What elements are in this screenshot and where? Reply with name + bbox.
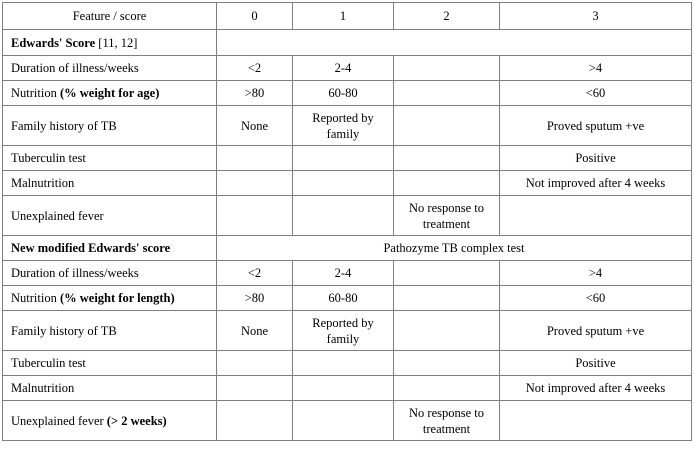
score-2-line-2: treatment [422,216,471,231]
table-row [3,311,692,351]
feature-text: Nutrition [11,291,60,305]
score-1-cell [293,171,394,196]
score-1-cell: 60-80 [293,81,394,106]
header-score-2: 2 [394,3,500,30]
score-2-cell [394,106,500,146]
edwards-score-table [2,2,692,441]
score-2-cell [394,196,500,236]
score-1-cell [293,376,394,401]
score-2-cell [394,286,500,311]
score-0-cell [217,351,293,376]
score-3-cell: Positive [500,146,692,171]
score-1-cell: 2-4 [293,261,394,286]
feature-cell: Duration of illness/weeks [3,56,217,81]
feature-cell: Family history of TB [3,106,217,146]
feature-cell: Tuberculin test [3,351,217,376]
section-title-edwards [3,30,217,56]
score-2-cell [394,376,500,401]
score-2-line-1: No response to [409,200,484,215]
score-0-cell: <2 [217,261,293,286]
score-2-cell [394,261,500,286]
header-score-1: 1 [293,3,394,30]
table-row [3,106,692,146]
score-2-cell [394,401,500,441]
score-3-cell: >4 [500,56,692,81]
score-3-cell: <60 [500,286,692,311]
feature-cell: Malnutrition [3,376,217,401]
empty-cell [217,30,692,56]
section-reference: [11, 12] [95,35,138,50]
score-2-cell [394,146,500,171]
score-1-line-2: family [326,331,360,346]
score-1-cell [293,196,394,236]
feature-cell: Tuberculin test [3,146,217,171]
score-0-cell [217,196,293,236]
table-row [3,56,692,81]
score-2-cell [394,351,500,376]
feature-cell: Malnutrition [3,171,217,196]
table-row [3,261,692,286]
score-3-cell: Not improved after 4 weeks [500,171,692,196]
feature-cell: Unexplained fever [3,196,217,236]
score-1-cell [293,351,394,376]
table-row [3,401,692,441]
score-2-cell [394,171,500,196]
score-3-cell: >4 [500,261,692,286]
score-0-cell: None [217,311,293,351]
score-3-cell: <60 [500,81,692,106]
score-0-cell: >80 [217,286,293,311]
section-title-row [3,30,692,56]
score-1-cell [293,146,394,171]
score-0-cell: >80 [217,81,293,106]
score-3-cell: Proved sputum +ve [500,311,692,351]
section-note: Pathozyme TB complex test [217,236,692,261]
score-3-cell [500,196,692,236]
score-1-cell: 60-80 [293,286,394,311]
table-row [3,81,692,106]
score-2-line-1: No response to [409,405,484,420]
table-row [3,286,692,311]
feature-cell: Family history of TB [3,311,217,351]
feature-qualifier: (> 2 weeks) [106,413,167,428]
score-3-cell: Not improved after 4 weeks [500,376,692,401]
score-1-cell: 2-4 [293,56,394,81]
score-2-line-2: treatment [422,421,471,436]
score-3-cell [500,401,692,441]
section-title-text: Edwards' Score [11,35,96,50]
score-3-cell: Proved sputum +ve [500,106,692,146]
feature-text: Unexplained fever [11,413,107,428]
score-0-cell [217,146,293,171]
score-0-cell [217,401,293,441]
score-0-cell [217,376,293,401]
feature-cell [3,286,217,311]
table-row [3,146,692,171]
score-2-cell [394,311,500,351]
score-1-line-1: Reported by [312,315,374,330]
score-0-cell [217,171,293,196]
score-0-cell: None [217,106,293,146]
header-score-0: 0 [217,3,293,30]
table-row [3,376,692,401]
table-row [3,351,692,376]
feature-text: Nutrition [11,86,60,100]
score-1-cell [293,311,394,351]
table-row [3,196,692,236]
header-score-3: 3 [500,3,692,30]
section-title-row [3,236,692,261]
header-row [3,3,692,30]
score-2-cell [394,56,500,81]
score-1-line-1: Reported by [312,110,374,125]
section-title-modified [3,236,217,261]
score-2-cell [394,81,500,106]
score-1-cell [293,106,394,146]
header-feature: Feature / score [3,3,217,30]
feature-cell [3,81,217,106]
score-3-cell: Positive [500,351,692,376]
feature-qualifier: (% weight for age) [59,86,160,100]
feature-cell [3,401,217,441]
score-0-cell: <2 [217,56,293,81]
score-1-line-2: family [326,126,360,141]
section-title-text: New modified Edwards' score [11,241,171,255]
feature-qualifier: (% weight for length) [59,291,175,305]
table-row [3,171,692,196]
feature-cell: Duration of illness/weeks [3,261,217,286]
score-1-cell [293,401,394,441]
